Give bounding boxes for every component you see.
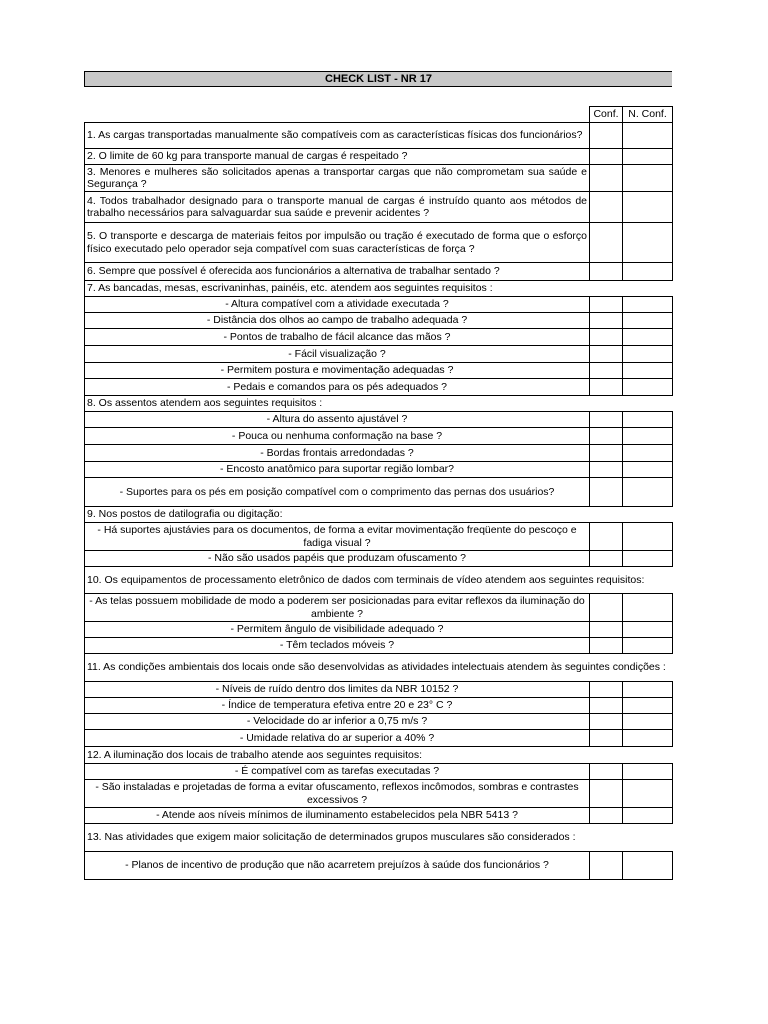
section-heading: 13. Nas atividades que exigem maior solicitação de determinados grupos musculares são considerados :	[85, 824, 673, 852]
nconf-checkbox-cell[interactable]	[623, 445, 673, 462]
checklist-item-row	[85, 462, 673, 478]
question-text: - Suportes para os pés em posição compatível com o comprimento das pernas dos usuários?	[85, 478, 590, 507]
conf-checkbox-cell[interactable]	[590, 165, 623, 192]
section-heading: 8. Os assentos atendem aos seguintes requisitos :	[85, 396, 673, 412]
question-text: - Pouca ou nenhuma conformação na base ?	[85, 428, 590, 445]
conf-checkbox-cell[interactable]	[590, 329, 623, 346]
nconf-checkbox-cell[interactable]	[623, 192, 673, 223]
nconf-checkbox-cell[interactable]	[623, 551, 673, 567]
question-text: - Altura compatível com a atividade executada ?	[85, 297, 590, 313]
section-heading-row	[85, 507, 673, 523]
conf-checkbox-cell[interactable]	[590, 780, 623, 808]
checklist-item-row	[85, 346, 673, 363]
nconf-checkbox-cell[interactable]	[623, 852, 673, 880]
checklist-item-row	[85, 780, 673, 808]
conf-checkbox-cell[interactable]	[590, 852, 623, 880]
conf-checkbox-cell[interactable]	[590, 594, 623, 622]
conf-checkbox-cell[interactable]	[590, 192, 623, 223]
nconf-checkbox-cell[interactable]	[623, 263, 673, 281]
checklist-item-row	[85, 263, 673, 281]
checklist-item-row	[85, 523, 673, 551]
question-text: - Fácil visualização ?	[85, 346, 590, 363]
question-text: 2. O limite de 60 kg para transporte manual de cargas é respeitado ?	[85, 149, 590, 165]
conf-checkbox-cell[interactable]	[590, 379, 623, 396]
checklist-item-row	[85, 165, 673, 192]
section-heading-row	[85, 281, 673, 297]
nconf-checkbox-cell[interactable]	[623, 297, 673, 313]
conf-checkbox-cell[interactable]	[590, 638, 623, 654]
conf-checkbox-cell[interactable]	[590, 346, 623, 363]
question-text: - Permitem postura e movimentação adequadas ?	[85, 363, 590, 379]
question-text: - Altura do assento ajustável ?	[85, 412, 590, 428]
nconf-checkbox-cell[interactable]	[623, 478, 673, 507]
checklist-item-row	[85, 123, 673, 149]
question-text: - Atende aos níveis mínimos de iluminamento estabelecidos pela NBR 5413 ?	[85, 808, 590, 824]
section-heading-row	[85, 654, 673, 682]
checklist-item-row	[85, 622, 673, 638]
nconf-column-header: N. Conf.	[623, 107, 673, 123]
conf-checkbox-cell[interactable]	[590, 445, 623, 462]
question-text: 3. Menores e mulheres são solicitados apenas a transportar cargas que não comprometam sua saúde e Segurança ?	[85, 165, 590, 192]
nconf-checkbox-cell[interactable]	[623, 223, 673, 263]
nconf-checkbox-cell[interactable]	[623, 363, 673, 379]
question-text: - É compatível com as tarefas executadas ?	[85, 764, 590, 780]
checklist-item-row	[85, 363, 673, 379]
question-text: - São instaladas e projetadas de forma a evitar ofuscamento, reflexos incômodos, sombras e contrastes excessivos ?	[85, 780, 590, 808]
nconf-checkbox-cell[interactable]	[623, 780, 673, 808]
nconf-checkbox-cell[interactable]	[623, 698, 673, 714]
nconf-checkbox-cell[interactable]	[623, 523, 673, 551]
question-text: 4. Todos trabalhador designado para o transporte manual de cargas é instruído quanto aos métodos de trabalho necessários para salvaguardar sua saúde e prevenir acidentes ?	[85, 192, 590, 223]
conf-checkbox-cell[interactable]	[590, 428, 623, 445]
question-text: - Planos de incentivo de produção que não acarretem prejuízos à saúde dos funcionários ?	[85, 852, 590, 880]
question-text: - Velocidade do ar inferior a 0,75 m/s ?	[85, 714, 590, 730]
question-text: - Níveis de ruído dentro dos limites da NBR 10152 ?	[85, 682, 590, 698]
question-text: - Umidade relativa do ar superior a 40% ?	[85, 730, 590, 747]
checklist-item-row	[85, 412, 673, 428]
checklist-item-row	[85, 428, 673, 445]
question-text: - Pedais e comandos para os pés adequados ?	[85, 379, 590, 396]
checklist-item-row	[85, 379, 673, 396]
checklist-title: CHECK LIST - NR 17	[84, 71, 672, 87]
checklist-item-row	[85, 297, 673, 313]
checklist-item-row	[85, 808, 673, 824]
question-text: - Pontos de trabalho de fácil alcance das mãos ?	[85, 329, 590, 346]
nconf-checkbox-cell[interactable]	[623, 123, 673, 149]
nconf-checkbox-cell[interactable]	[623, 808, 673, 824]
conf-checkbox-cell[interactable]	[590, 123, 623, 149]
conf-column-header: Conf.	[590, 107, 623, 123]
conf-checkbox-cell[interactable]	[590, 698, 623, 714]
conf-checkbox-cell[interactable]	[590, 523, 623, 551]
checklist-item-row	[85, 594, 673, 622]
column-header-row	[85, 107, 673, 123]
conf-checkbox-cell[interactable]	[590, 808, 623, 824]
section-heading: 12. A iluminação dos locais de trabalho atende aos seguintes requisitos:	[85, 747, 673, 764]
section-heading: 11. As condições ambientais dos locais onde são desenvolvidas as atividades intelectuais atendem às seguintes condições :	[85, 654, 673, 682]
header-spacer	[85, 107, 590, 123]
conf-checkbox-cell[interactable]	[590, 412, 623, 428]
question-text: - Distância dos olhos ao campo de trabalho adequada ?	[85, 313, 590, 329]
section-heading-row	[85, 567, 673, 594]
section-heading-row	[85, 747, 673, 764]
nconf-checkbox-cell[interactable]	[623, 329, 673, 346]
section-heading: 10. Os equipamentos de processamento eletrônico de dados com terminais de vídeo atendem aos seguintes requisitos:	[85, 567, 673, 594]
checklist-item-row	[85, 313, 673, 329]
checklist-item-row	[85, 698, 673, 714]
conf-checkbox-cell[interactable]	[590, 363, 623, 379]
checklist-item-row	[85, 149, 673, 165]
section-heading: 7. As bancadas, mesas, escrivaninhas, painéis, etc. atendem aos seguintes requisitos :	[85, 281, 673, 297]
nconf-checkbox-cell[interactable]	[623, 165, 673, 192]
nconf-checkbox-cell[interactable]	[623, 462, 673, 478]
nconf-checkbox-cell[interactable]	[623, 428, 673, 445]
question-text: 6. Sempre que possível é oferecida aos funcionários a alternativa de trabalhar sentado ?	[85, 263, 590, 281]
conf-checkbox-cell[interactable]	[590, 478, 623, 507]
nconf-checkbox-cell[interactable]	[623, 346, 673, 363]
checklist-item-row	[85, 192, 673, 223]
nconf-checkbox-cell[interactable]	[623, 313, 673, 329]
conf-checkbox-cell[interactable]	[590, 551, 623, 567]
question-text: - Têm teclados móveis ?	[85, 638, 590, 654]
checklist-item-row	[85, 682, 673, 698]
checklist-item-row	[85, 551, 673, 567]
nconf-checkbox-cell[interactable]	[623, 149, 673, 165]
question-text: - Não são usados papéis que produzam ofuscamento ?	[85, 551, 590, 567]
question-text: - Permitem ângulo de visibilidade adequado ?	[85, 622, 590, 638]
question-text: - Encosto anatômico para suportar região lombar?	[85, 462, 590, 478]
conf-checkbox-cell[interactable]	[590, 462, 623, 478]
section-heading: 9. Nos postos de datilografia ou digitação:	[85, 507, 673, 523]
question-text: 5. O transporte e descarga de materiais feitos por impulsão ou tração é executado de forma que o esforço físico executado pelo operador seja compatível com suas características de força ?	[85, 223, 590, 263]
conf-checkbox-cell[interactable]	[590, 682, 623, 698]
conf-checkbox-cell[interactable]	[590, 313, 623, 329]
checklist-item-row	[85, 223, 673, 263]
nconf-checkbox-cell[interactable]	[623, 714, 673, 730]
question-text: - Há suportes ajustávies para os documentos, de forma a evitar movimentação freqüente do pescoço e fadiga visual ?	[85, 523, 590, 551]
checklist-item-row	[85, 638, 673, 654]
question-text: - Bordas frontais arredondadas ?	[85, 445, 590, 462]
checklist-item-row	[85, 714, 673, 730]
conf-checkbox-cell[interactable]	[590, 622, 623, 638]
conf-checkbox-cell[interactable]	[590, 223, 623, 263]
nconf-checkbox-cell[interactable]	[623, 412, 673, 428]
section-heading-row	[85, 824, 673, 852]
nconf-checkbox-cell[interactable]	[623, 764, 673, 780]
nconf-checkbox-cell[interactable]	[623, 730, 673, 747]
nconf-checkbox-cell[interactable]	[623, 622, 673, 638]
checklist-table	[84, 106, 673, 880]
checklist-item-row	[85, 478, 673, 507]
question-text: - As telas possuem mobilidade de modo a poderem ser posicionadas para evitar reflexos da iluminação do ambiente ?	[85, 594, 590, 622]
conf-checkbox-cell[interactable]	[590, 149, 623, 165]
nconf-checkbox-cell[interactable]	[623, 638, 673, 654]
conf-checkbox-cell[interactable]	[590, 263, 623, 281]
nconf-checkbox-cell[interactable]	[623, 682, 673, 698]
checklist-item-row	[85, 852, 673, 880]
checklist-item-row	[85, 329, 673, 346]
question-text: 1. As cargas transportadas manualmente são compatíveis com as características físicas dos funcionários?	[85, 123, 590, 149]
conf-checkbox-cell[interactable]	[590, 714, 623, 730]
conf-checkbox-cell[interactable]	[590, 764, 623, 780]
checklist-item-row	[85, 764, 673, 780]
nconf-checkbox-cell[interactable]	[623, 594, 673, 622]
checklist-item-row	[85, 730, 673, 747]
nconf-checkbox-cell[interactable]	[623, 379, 673, 396]
conf-checkbox-cell[interactable]	[590, 297, 623, 313]
question-text: - Índice de temperatura efetiva entre 20 e 23° C ?	[85, 698, 590, 714]
checklist-item-row	[85, 445, 673, 462]
conf-checkbox-cell[interactable]	[590, 730, 623, 747]
section-heading-row	[85, 396, 673, 412]
